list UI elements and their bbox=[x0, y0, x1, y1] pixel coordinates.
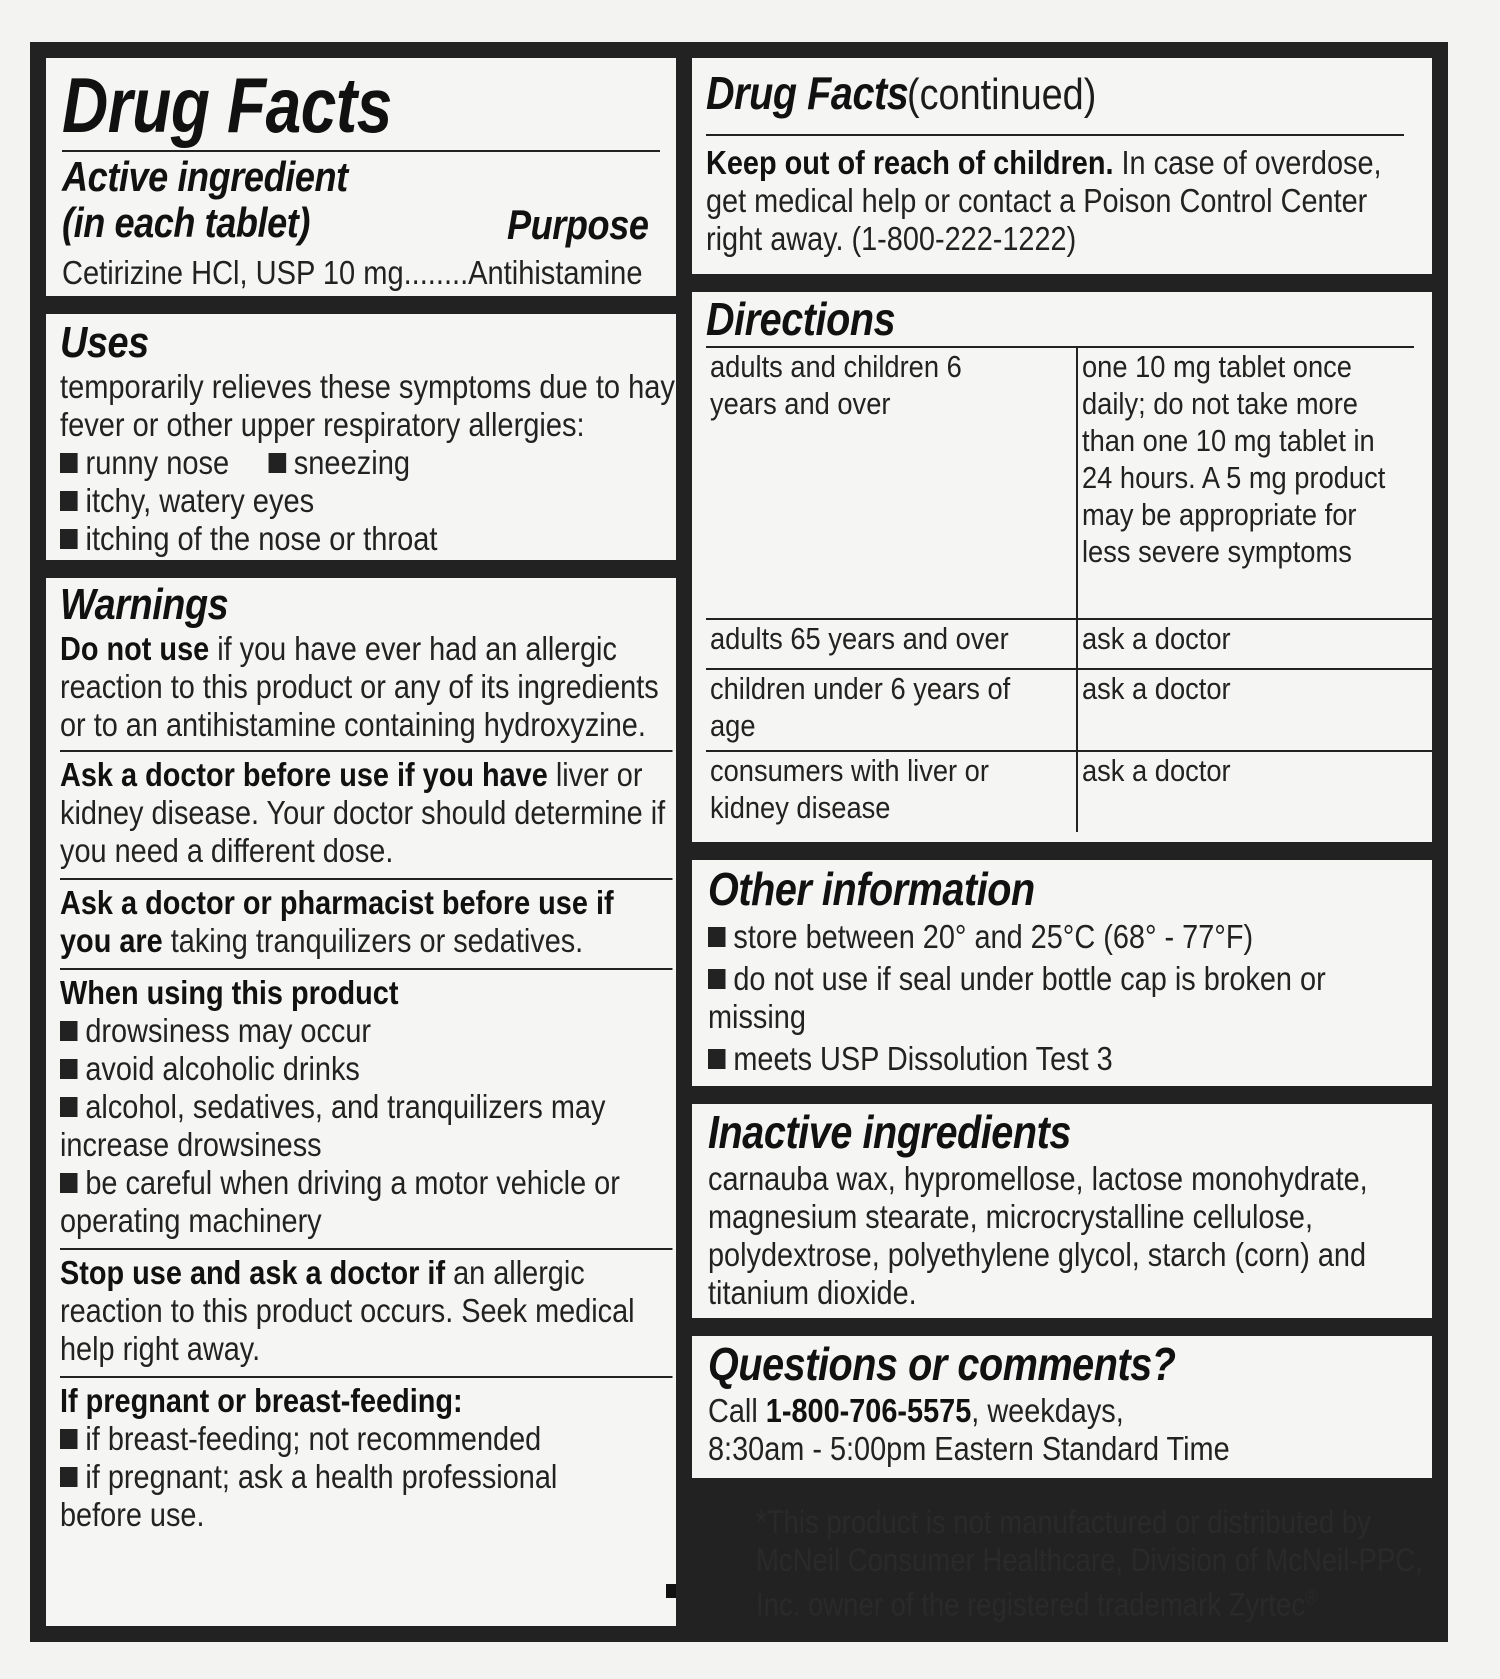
directions-who-text: adults 65 years and over bbox=[710, 621, 1009, 656]
directions-dose bbox=[1077, 348, 1432, 619]
uses-panel bbox=[46, 314, 676, 560]
table-row bbox=[706, 669, 1432, 751]
uses-heading: Uses bbox=[60, 318, 149, 367]
directions-dose-text: ask a doctor bbox=[1082, 621, 1231, 656]
weekdays-text: , weekdays, bbox=[971, 1392, 1124, 1429]
ask-doctor-text: liver or kidney disease. Your doctor should determine if you need a different dose. bbox=[60, 756, 666, 869]
other-info-list bbox=[708, 918, 1426, 1078]
continue-arrow-icon bbox=[666, 1574, 676, 1608]
directions-who bbox=[706, 669, 1077, 751]
directions-dose bbox=[1077, 751, 1432, 832]
list-item: itching of the nose or throat bbox=[60, 520, 676, 558]
directions-who-text: consumers with liver or kidney disease bbox=[710, 753, 989, 825]
continued-title bbox=[706, 66, 1414, 122]
other-info-panel bbox=[692, 860, 1432, 1086]
list-item: avoid alcoholic drinks bbox=[60, 1050, 673, 1088]
continued-title-suffix: (continued) bbox=[907, 70, 1097, 119]
active-ingredient-panel bbox=[46, 58, 676, 296]
directions-table bbox=[706, 348, 1432, 832]
warnings-panel bbox=[46, 578, 676, 1626]
continued-divider bbox=[706, 134, 1404, 136]
ask-doctor-label: Ask a doctor before use if you have bbox=[60, 756, 548, 793]
ask-pharmacist-text: taking tranquilizers or sedatives. bbox=[162, 922, 584, 959]
inactive-ingredients-text: carnauba wax, hypromellose, lactose monohydrate, magnesium stearate, microcrystalline cellulose, polydextrose, polyethylene glycol, starch (corn) and titanium dioxide. bbox=[708, 1160, 1368, 1311]
inactive-ingredients-heading: Inactive ingredients bbox=[708, 1106, 1071, 1158]
registered-mark: ® bbox=[1305, 1587, 1318, 1609]
uses-intro: temporarily relieves these symptoms due to hay fever or other upper respiratory allergies: bbox=[60, 368, 675, 443]
ingredient-purpose: Antihistamine bbox=[468, 254, 643, 291]
footnote-text: *This product is not manufactured or distributed by McNeil Consumer Healthcare, Division of McNeil-PPC, Inc. owner of the registered trademark Zyrtec bbox=[756, 1504, 1423, 1623]
questions-text bbox=[708, 1392, 1426, 1468]
list-item: runny nose bbox=[60, 444, 229, 481]
list-item: drowsiness may occur bbox=[60, 1012, 673, 1050]
continued-title-main: Drug Facts bbox=[706, 67, 909, 119]
ask-doctor-warning bbox=[60, 750, 673, 878]
do-not-use-label: Do not use bbox=[60, 630, 210, 667]
questions-call-line bbox=[708, 1392, 1426, 1430]
do-not-use-warning bbox=[60, 630, 673, 750]
directions-who-text: adults and children 6 years and over bbox=[710, 349, 962, 421]
when-using-section bbox=[60, 968, 673, 1248]
dot-leader: ........ bbox=[403, 254, 469, 291]
footnote bbox=[756, 1503, 1496, 1624]
uses-list-row-1 bbox=[60, 444, 676, 482]
list-item: do not use if seal under bottle cap is broken or missing bbox=[708, 960, 1426, 1036]
warnings-body bbox=[60, 630, 673, 1534]
uses-body bbox=[60, 368, 675, 558]
pregnant-section bbox=[60, 1376, 673, 1534]
pregnant-heading: If pregnant or breast-feeding: bbox=[60, 1382, 463, 1419]
purpose-heading: Purpose bbox=[507, 201, 649, 248]
directions-who-text: children under 6 years of age bbox=[710, 671, 1011, 743]
stop-use-text: an allergic reaction to this product occurs. Seek medical help right away. bbox=[60, 1254, 635, 1367]
keep-out-text-block bbox=[706, 144, 1415, 258]
ask-pharmacist-warning bbox=[60, 878, 673, 968]
directions-who bbox=[706, 751, 1077, 832]
phone-number: 1-800-706-5575 bbox=[765, 1392, 972, 1429]
directions-heading: Directions bbox=[706, 293, 896, 345]
when-using-heading: When using this product bbox=[60, 974, 399, 1011]
stop-use-warning bbox=[60, 1248, 673, 1376]
directions-dose-text: ask a doctor bbox=[1082, 671, 1231, 706]
list-item: alcohol, sedatives, and tranquilizers may increase drowsiness bbox=[60, 1088, 673, 1164]
active-ingredient-subheading: (in each tablet) bbox=[62, 199, 311, 246]
keep-out-label: Keep out of reach of children. bbox=[706, 144, 1114, 181]
table-row bbox=[706, 619, 1432, 669]
directions-who bbox=[706, 348, 1077, 619]
keep-out-panel bbox=[692, 58, 1432, 274]
keep-out-text: In case of overdose, get medical help or contact a Poison Control Center right away. (1-800-222-1222) bbox=[706, 144, 1382, 257]
directions-who bbox=[706, 619, 1077, 669]
list-item: if breast-feeding; not recommended bbox=[60, 1420, 673, 1458]
list-item: sneezing bbox=[268, 444, 410, 481]
active-ingredient-line bbox=[62, 254, 660, 292]
drug-facts-title: Drug Facts bbox=[62, 61, 392, 149]
list-item: if pregnant; ask a health professional before use. bbox=[60, 1458, 673, 1534]
list-item: meets USP Dissolution Test 3 bbox=[708, 1040, 1426, 1078]
active-ingredient-heading: Active ingredient bbox=[62, 153, 348, 200]
hours-line: 8:30am - 5:00pm Eastern Standard Time bbox=[708, 1430, 1230, 1467]
table-row bbox=[706, 348, 1432, 619]
list-item: be careful when driving a motor vehicle or operating machinery bbox=[60, 1164, 673, 1240]
directions-panel bbox=[692, 292, 1432, 842]
do-not-use-text: if you have ever had an allergic reaction to this product or any of its ingredients or to an antihistamine containing hydroxyzine. bbox=[60, 630, 659, 743]
ask-pharmacist-label: Ask a doctor or pharmacist before use if you are bbox=[60, 884, 614, 959]
questions-heading: Questions or comments? bbox=[708, 1338, 1176, 1390]
other-info-heading: Other information bbox=[708, 863, 1035, 915]
list-item: store between 20° and 25°C (68° - 77°F) bbox=[708, 918, 1426, 956]
active-heading-block bbox=[62, 152, 660, 252]
table-row bbox=[706, 751, 1432, 832]
warnings-heading: Warnings bbox=[60, 580, 229, 629]
list-item: itchy, watery eyes bbox=[60, 482, 676, 520]
directions-dose bbox=[1077, 619, 1432, 669]
directions-dose-text: ask a doctor bbox=[1082, 753, 1231, 788]
ingredient-name: Cetirizine HCl, USP 10 mg bbox=[62, 254, 404, 291]
questions-panel bbox=[692, 1336, 1432, 1478]
directions-dose-text: one 10 mg tablet once daily; do not take more than one 10 mg tablet in 24 hours. A 5 mg product may be appropriate for less severe symptoms bbox=[1082, 349, 1386, 569]
call-label: Call bbox=[708, 1392, 766, 1429]
inactive-ingredients-panel bbox=[692, 1104, 1432, 1318]
stop-use-label: Stop use and ask a doctor if bbox=[60, 1254, 446, 1291]
directions-dose bbox=[1077, 669, 1432, 751]
